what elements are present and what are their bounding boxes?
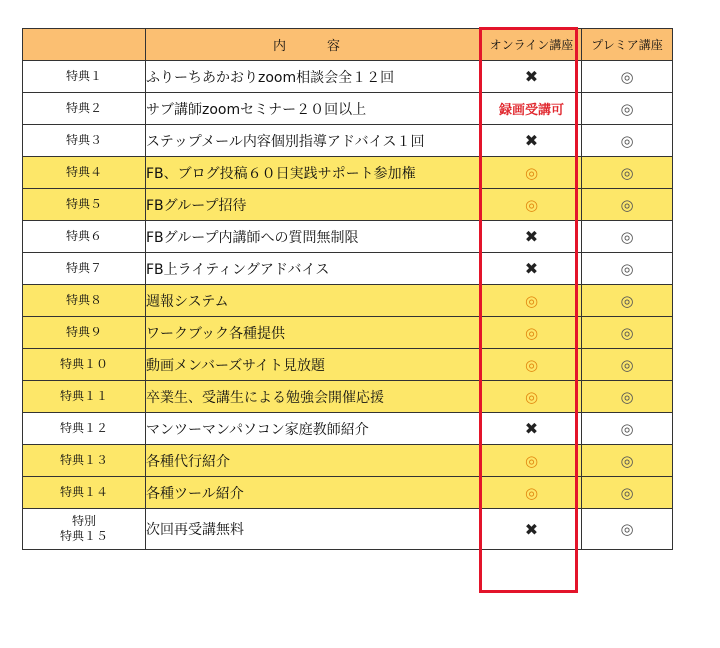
benefit-content: 動画メンバーズサイト見放題 [146,349,482,381]
table-row [23,93,673,125]
benefit-label: 特典８ [23,285,146,317]
benefit-content: FBグループ招待 [146,189,482,221]
benefit-label: 特典１１ [23,381,146,413]
double-circle-icon: ◎ [524,451,539,470]
table-row [23,477,673,509]
table-row [23,509,673,550]
benefit-label-line1: 特別 [71,514,96,528]
benefit-label: 特典１４ [23,477,146,509]
benefit-label: 特典３ [23,125,146,157]
table-row [23,189,673,221]
cross-icon: ✖ [524,67,539,86]
header-benefit [23,29,146,61]
double-circle-icon: ◎ [620,419,634,438]
table-row [23,413,673,445]
double-circle-icon: ◎ [620,323,634,342]
double-circle-icon: ◎ [620,131,634,150]
benefit-content: FB上ライティングアドバイス [146,253,482,285]
double-circle-icon: ◎ [620,387,634,406]
benefit-content: 週報システム [146,285,482,317]
double-circle-icon: ◎ [620,67,634,86]
table-row [23,253,673,285]
double-circle-icon: ◎ [524,195,539,214]
table-header-row [23,29,673,61]
recording-available-label: 録画受講可 [498,103,564,118]
benefit-content: FB、ブログ投稿６０日実践サポート参加権 [146,157,482,189]
double-circle-icon: ◎ [524,355,539,374]
double-circle-icon: ◎ [524,387,539,406]
double-circle-icon: ◎ [620,259,634,278]
table-row [23,317,673,349]
double-circle-icon: ◎ [620,99,634,118]
table-row [23,349,673,381]
double-circle-icon: ◎ [620,355,634,374]
table-row [23,445,673,477]
table-row [23,221,673,253]
table-row [23,61,673,93]
benefit-content: ワークブック各種提供 [146,317,482,349]
benefit-label: 特典９ [23,317,146,349]
table-row [23,285,673,317]
header-content: 内 容 [146,29,482,61]
benefit-label-line2: 特典１５ [59,529,108,543]
table-row [23,157,673,189]
double-circle-icon: ◎ [524,291,539,310]
benefit-label: 特典６ [23,221,146,253]
benefit-content: 各種ツール紹介 [146,477,482,509]
double-circle-icon: ◎ [620,451,634,470]
double-circle-icon: ◎ [524,323,539,342]
benefits-comparison-table [22,28,673,550]
double-circle-icon: ◎ [524,483,539,502]
table-row [23,381,673,413]
cross-icon: ✖ [524,519,539,539]
cross-icon: ✖ [524,227,539,246]
benefit-label: 特典１２ [23,413,146,445]
benefit-label: 特典４ [23,157,146,189]
benefit-label: 特典５ [23,189,146,221]
benefit-content: サブ講師zoomセミナー２０回以上 [146,93,482,125]
benefit-content: 次回再受講無料 [146,509,482,550]
benefit-content: ステップメール内容個別指導アドバイス１回 [146,125,482,157]
cross-icon: ✖ [524,419,539,438]
double-circle-icon: ◎ [620,195,634,214]
benefit-label: 特典２ [23,93,146,125]
header-online-course: オンライン講座 [482,29,582,61]
double-circle-icon: ◎ [524,163,539,182]
double-circle-icon: ◎ [620,520,634,538]
double-circle-icon: ◎ [620,227,634,246]
benefit-content: 卒業生、受講生による勉強会開催応援 [146,381,482,413]
header-premium-course: プレミア講座 [582,29,673,61]
benefit-content: 各種代行紹介 [146,445,482,477]
benefit-label [23,509,146,550]
cross-icon: ✖ [524,131,539,150]
benefit-label: 特典７ [23,253,146,285]
double-circle-icon: ◎ [620,291,634,310]
benefit-label: 特典１３ [23,445,146,477]
benefit-label: 特典１ [23,61,146,93]
cross-icon: ✖ [524,259,539,278]
benefit-content: ふりーちあかおりzoom相談会全１２回 [146,61,482,93]
double-circle-icon: ◎ [620,483,634,502]
benefit-content: マンツーマンパソコン家庭教師紹介 [146,413,482,445]
table-row [23,125,673,157]
benefit-label: 特典１０ [23,349,146,381]
benefit-content: FBグループ内講師への質問無制限 [146,221,482,253]
double-circle-icon: ◎ [620,163,634,182]
